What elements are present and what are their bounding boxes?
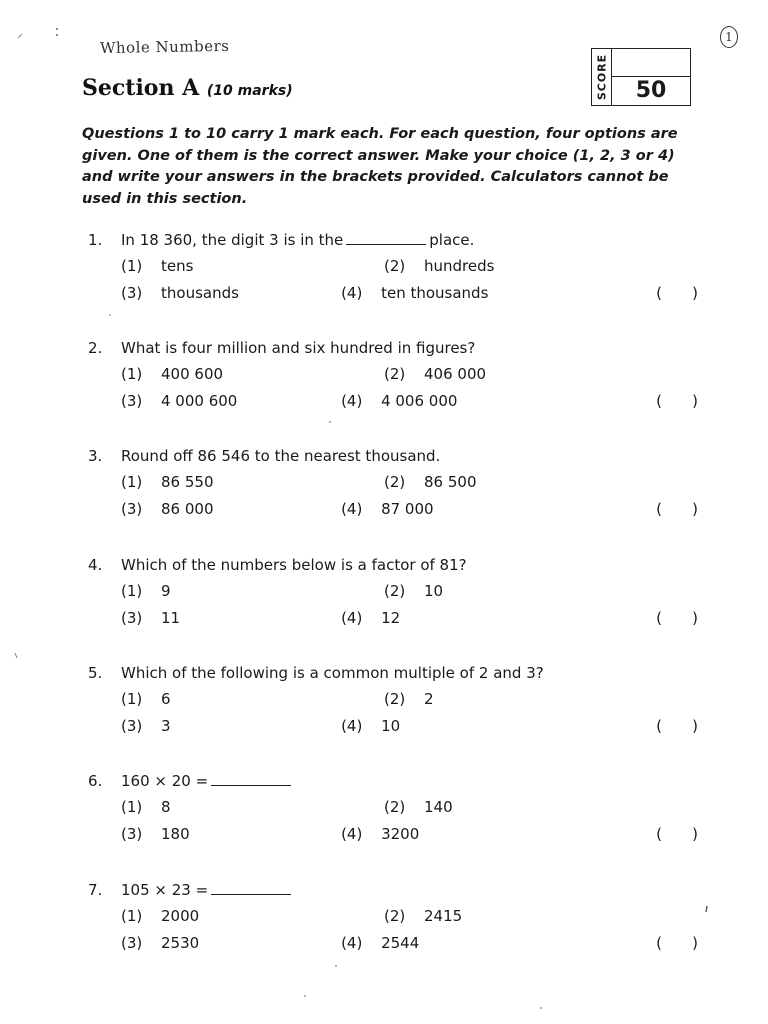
- option-number: (3): [121, 716, 143, 735]
- option-number: (1): [121, 256, 143, 275]
- question-number: 5.: [88, 664, 103, 682]
- options-row: [88, 279, 698, 306]
- option-text: hundreds: [424, 256, 495, 275]
- option-number: (3): [121, 824, 143, 843]
- question-text-main: Round off 86 546 to the nearest thousand.: [121, 447, 441, 465]
- answer-bracket[interactable]: [656, 825, 698, 843]
- question-stem: [88, 553, 698, 577]
- bracket-open: (: [656, 283, 663, 302]
- option-number: (1): [121, 797, 143, 816]
- option-text: 4 006 000: [381, 391, 458, 410]
- score-label: SCORE: [595, 53, 608, 101]
- option-1: [121, 365, 384, 383]
- option-text: 140: [424, 797, 453, 816]
- option-text: 86 500: [424, 472, 477, 491]
- option-number: (1): [121, 364, 143, 383]
- question-text: [121, 664, 698, 682]
- option-1: [121, 907, 384, 925]
- section-title-text: Section A: [82, 75, 200, 101]
- option-2: [384, 582, 647, 600]
- option-2: [384, 907, 647, 925]
- option-4: [341, 934, 561, 952]
- answer-bracket[interactable]: [656, 934, 698, 952]
- option-1: [121, 690, 384, 708]
- option-2: [384, 473, 647, 491]
- question-text-main: Which of the following is a common multiple of 2 and 3?: [121, 664, 544, 682]
- question-text-main: In 18 360, the digit 3 is in the: [121, 231, 344, 249]
- option-text: 9: [161, 581, 171, 600]
- bracket-open: (: [656, 608, 663, 627]
- bracket-close: ): [692, 716, 698, 735]
- option-text: 11: [161, 608, 181, 627]
- options-row: [88, 793, 698, 820]
- option-3: [121, 500, 341, 518]
- option-text: 2530: [161, 933, 200, 952]
- question-text-main: 160 × 20 =: [121, 772, 209, 790]
- option-number: (3): [121, 499, 143, 518]
- bracket-close: ): [692, 499, 698, 518]
- question-text: [121, 556, 698, 574]
- option-number: (4): [341, 499, 363, 518]
- question-stem: [88, 336, 698, 360]
- answer-blank-line: [211, 775, 291, 786]
- question-text: [121, 339, 698, 357]
- options-row: [88, 902, 698, 929]
- option-1: [121, 798, 384, 816]
- question-text-main: Which of the numbers below is a factor of 81?: [121, 556, 467, 574]
- option-number: (2): [384, 581, 406, 600]
- bracket-close: ): [692, 283, 698, 302]
- option-3: [121, 825, 341, 843]
- option-1: [121, 473, 384, 491]
- answer-bracket[interactable]: [656, 609, 698, 627]
- option-number: (2): [384, 256, 406, 275]
- question-text-main: 105 × 23 =: [121, 881, 209, 899]
- option-text: tens: [161, 256, 194, 275]
- bracket-close: ): [692, 608, 698, 627]
- bracket-open: (: [656, 933, 663, 952]
- option-text: ten thousands: [381, 283, 489, 302]
- question-3: [88, 444, 698, 522]
- option-4: [341, 717, 561, 735]
- option-text: 180: [161, 824, 190, 843]
- page-number: 1: [720, 26, 738, 48]
- bracket-close: ): [692, 824, 698, 843]
- option-3: [121, 392, 341, 410]
- question-number: 1.: [88, 231, 103, 249]
- option-text: thousands: [161, 283, 239, 302]
- score-label-cell: [592, 49, 612, 105]
- question-number: 7.: [88, 881, 103, 899]
- bracket-open: (: [656, 499, 663, 518]
- question-number: 6.: [88, 772, 103, 790]
- score-total: 50: [635, 78, 667, 103]
- option-3: [121, 717, 341, 735]
- answer-bracket[interactable]: [656, 392, 698, 410]
- option-2: [384, 690, 647, 708]
- question-number: 3.: [88, 447, 103, 465]
- question-6: [88, 769, 698, 847]
- option-number: (4): [341, 824, 363, 843]
- section-marks: (10 marks): [206, 83, 293, 99]
- score-obtained-field[interactable]: [612, 49, 690, 77]
- option-1: [121, 582, 384, 600]
- question-text: [121, 231, 698, 249]
- answer-bracket[interactable]: [656, 717, 698, 735]
- options-row: [88, 685, 698, 712]
- options-row: [88, 577, 698, 604]
- option-number: (1): [121, 906, 143, 925]
- topic-handwritten: Whole Numbers: [99, 36, 230, 58]
- option-text: 86 000: [161, 499, 214, 518]
- option-text: 3200: [381, 824, 420, 843]
- option-3: [121, 284, 341, 302]
- option-number: (2): [384, 689, 406, 708]
- option-number: (4): [341, 716, 363, 735]
- option-4: [341, 500, 561, 518]
- options-row: [88, 468, 698, 495]
- option-number: (1): [121, 689, 143, 708]
- option-number: (2): [384, 906, 406, 925]
- option-4: [341, 392, 561, 410]
- option-4: [341, 825, 561, 843]
- options-row: [88, 929, 698, 956]
- option-number: (3): [121, 391, 143, 410]
- question-text: [121, 772, 698, 790]
- option-text: 400 600: [161, 364, 224, 383]
- question-text: [121, 881, 698, 899]
- option-text: 4 000 600: [161, 391, 238, 410]
- bracket-open: (: [656, 824, 663, 843]
- question-text-main: What is four million and six hundred in figures?: [121, 339, 476, 357]
- option-number: (4): [341, 283, 363, 302]
- option-number: (1): [121, 472, 143, 491]
- bracket-close: ): [692, 933, 698, 952]
- option-2: [384, 365, 647, 383]
- option-text: 2544: [381, 933, 420, 952]
- question-text-tail: place.: [429, 231, 475, 249]
- question-number: 2.: [88, 339, 103, 357]
- option-2: [384, 798, 647, 816]
- section-title: [82, 75, 293, 101]
- option-number: (2): [384, 472, 406, 491]
- instructions: Questions 1 to 10 carry 1 mark each. For each question, four options are given. One of them is the correct answer. Make your choice (1, 2, 3 or 4) and write your answers in the brackets provided. Calculators cannot be used in this section.: [82, 126, 678, 207]
- score-cells: [612, 49, 690, 105]
- option-number: (3): [121, 283, 143, 302]
- option-number: (2): [384, 364, 406, 383]
- option-4: [341, 609, 561, 627]
- question-text: [121, 447, 698, 465]
- question-stem: [88, 878, 698, 902]
- option-text: 2000: [161, 906, 200, 925]
- option-3: [121, 934, 341, 952]
- options-row: [88, 495, 698, 522]
- answer-bracket[interactable]: [656, 284, 698, 302]
- question-1: [88, 228, 698, 306]
- option-text: 3: [161, 716, 171, 735]
- option-number: (3): [121, 933, 143, 952]
- option-text: 8: [161, 797, 171, 816]
- option-3: [121, 609, 341, 627]
- option-number: (1): [121, 581, 143, 600]
- option-text: 10: [424, 581, 444, 600]
- answer-bracket[interactable]: [656, 500, 698, 518]
- option-text: 2415: [424, 906, 463, 925]
- options-row: [88, 604, 698, 631]
- bracket-open: (: [656, 716, 663, 735]
- options-row: [88, 387, 698, 414]
- options-row: [88, 252, 698, 279]
- option-text: 86 550: [161, 472, 214, 491]
- option-2: [384, 257, 647, 275]
- option-text: 6: [161, 689, 171, 708]
- option-number: (2): [384, 797, 406, 816]
- question-7: [88, 878, 698, 956]
- bracket-close: ): [692, 391, 698, 410]
- option-number: (4): [341, 933, 363, 952]
- options-row: [88, 712, 698, 739]
- question-2: [88, 336, 698, 414]
- option-text: 87 000: [381, 499, 434, 518]
- question-number: 4.: [88, 556, 103, 574]
- option-number: (3): [121, 608, 143, 627]
- question-stem: [88, 769, 698, 793]
- option-text: 10: [381, 716, 401, 735]
- option-1: [121, 257, 384, 275]
- question-stem: [88, 228, 698, 252]
- answer-blank-line: [211, 884, 291, 895]
- score-box: [591, 48, 691, 106]
- bracket-open: (: [656, 391, 663, 410]
- option-text: 406 000: [424, 364, 487, 383]
- question-stem: [88, 661, 698, 685]
- option-text: 12: [381, 608, 401, 627]
- answer-blank-line: [346, 234, 426, 245]
- option-number: (4): [341, 391, 363, 410]
- question-stem: [88, 444, 698, 468]
- question-5: [88, 661, 698, 739]
- options-row: [88, 820, 698, 847]
- options-row: [88, 360, 698, 387]
- option-text: 2: [424, 689, 434, 708]
- question-4: [88, 553, 698, 631]
- option-number: (4): [341, 608, 363, 627]
- option-4: [341, 284, 561, 302]
